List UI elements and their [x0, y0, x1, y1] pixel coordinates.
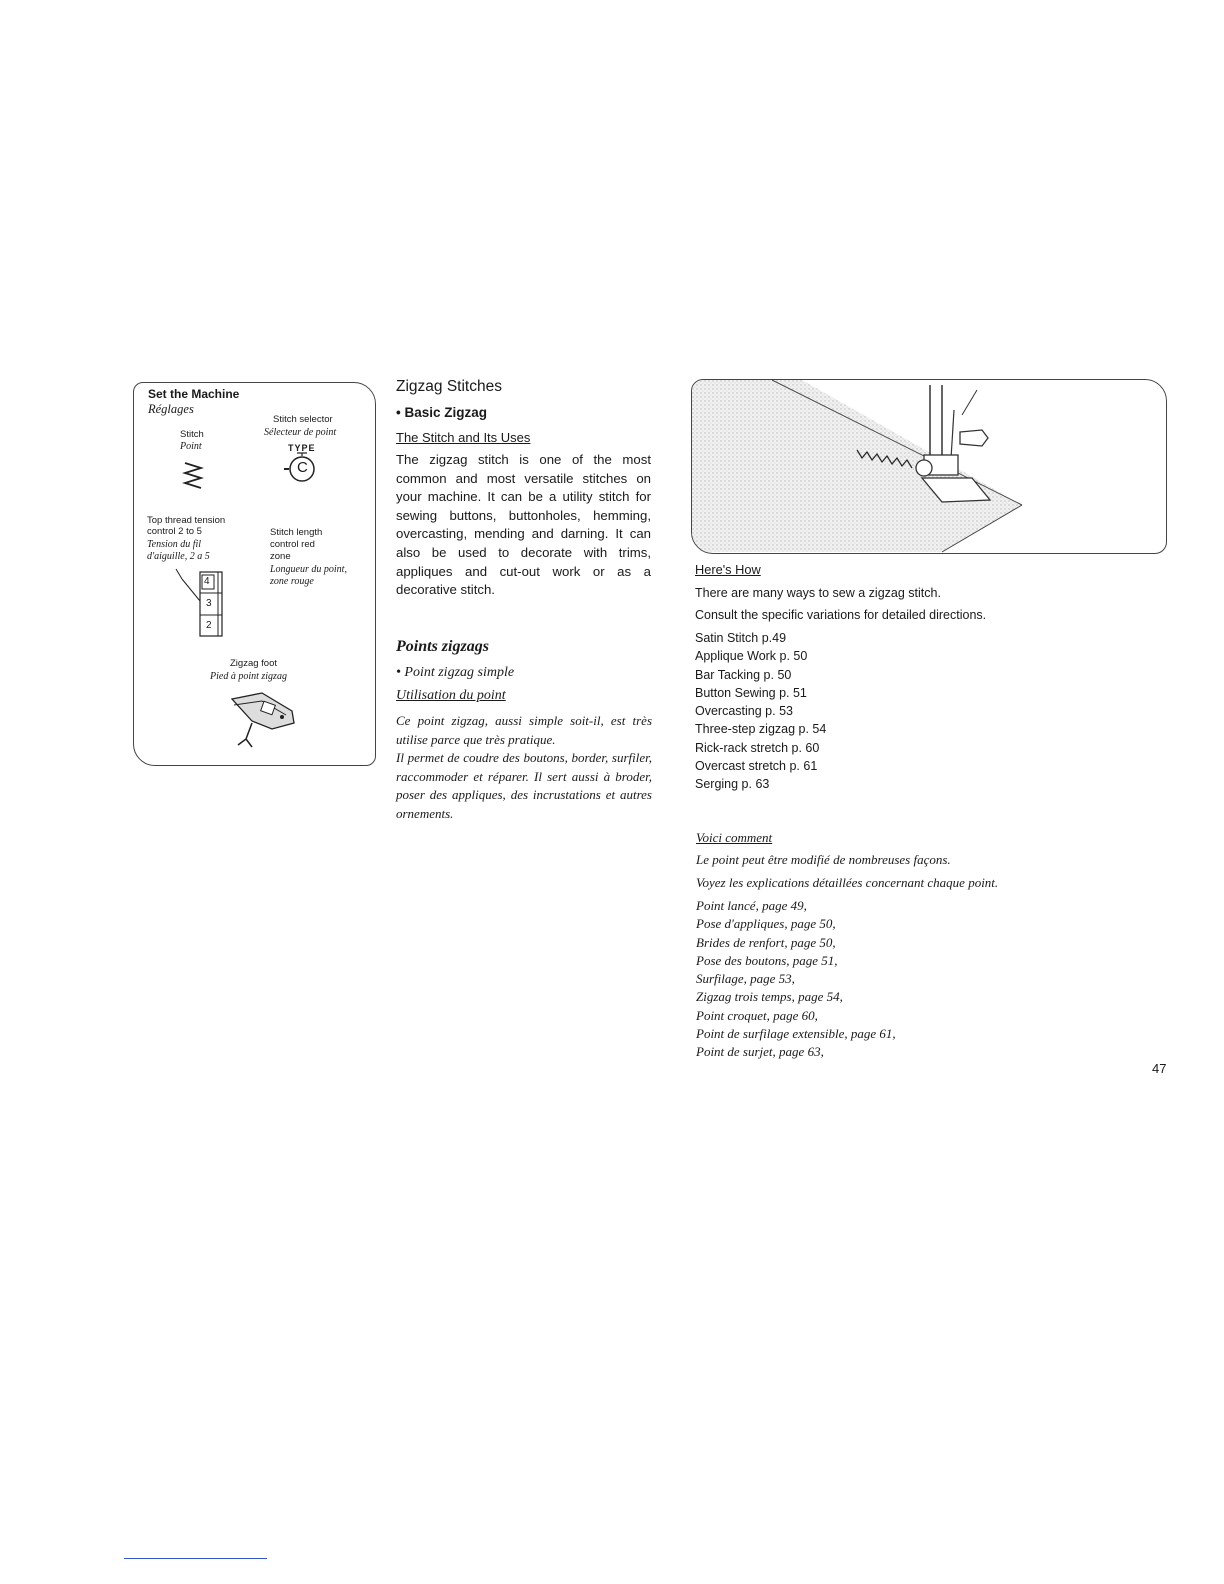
stitch-selector-label-fr: Sélecteur de point [264, 427, 337, 438]
zigzag-stitch-icon [182, 459, 204, 493]
tension-dial-3: 3 [206, 598, 212, 609]
zigzag-foot-label: Zigzag foot [230, 658, 277, 669]
machine-settings-box [133, 382, 376, 766]
stitch-length-label-fr: Longueur du point, [270, 564, 347, 575]
howto-heading: Here's How [695, 562, 761, 577]
list-item: Bar Tacking p. 50 [695, 667, 792, 682]
english-body: The zigzag stitch is one of the most common and most versatile stitches on your machine. It can be a utility stitch for sewing buttons, buttonholes, hemming, overcasting, mending and darning. It can also be used to decorate with trims, appliques and cut-out work or as a decorative stitch. [396, 452, 651, 598]
stitch-length-label-fr-2: zone rouge [270, 576, 314, 587]
tension-label-fr: Tension du fil [147, 539, 202, 550]
type-label: TYPE [288, 443, 316, 453]
presser-foot-fabric-illustration [692, 380, 1166, 553]
page-number: 47 [1152, 1061, 1167, 1076]
zigzag-foot-label-fr: Pied à point zigzag [210, 671, 287, 682]
howto-line-2: Consult the specific variations for detailed directions. [695, 608, 987, 622]
list-item: Satin Stitch p.49 [695, 631, 787, 645]
settings-title-fr: Réglages [148, 402, 194, 416]
french-section-title: Utilisation du point [396, 688, 506, 703]
list-item: Zigzag trois temps, page 54, [696, 989, 843, 1005]
french-heading: Points zigzags [396, 638, 489, 655]
list-item: Point lancé, page 49, [696, 898, 807, 913]
english-subheading: • Basic Zigzag [396, 405, 487, 420]
list-item: Button Sewing p. 51 [695, 685, 807, 700]
tension-label-2: control 2 to 5 [147, 526, 202, 537]
settings-title: Set the Machine [148, 387, 240, 401]
list-item: Rick-rack stretch p. 60 [695, 740, 820, 755]
list-item: Surfilage, page 53, [696, 971, 795, 987]
list-item: Point de surjet, page 63, [696, 1044, 824, 1060]
list-item: Serging p. 63 [695, 777, 770, 792]
list-item: Point croquet, page 60, [696, 1007, 818, 1023]
english-section-title: The Stitch and Its Uses [396, 430, 531, 445]
stitch-selector-label: Stitch selector [273, 414, 333, 425]
tension-dial-2: 2 [206, 620, 212, 631]
stitch-length-label-2: control red [270, 539, 315, 550]
tension-dial-4: 4 [204, 576, 210, 587]
footer-rule [124, 1558, 267, 1559]
type-value: C [297, 459, 308, 476]
zigzag-foot-icon [222, 687, 304, 757]
howto-fr-line-1: Le point peut être modifié de nombreuses façons. [696, 852, 951, 867]
list-item: Applique Work p. 50 [695, 649, 808, 664]
list-item: Overcast stretch p. 61 [695, 759, 818, 774]
stitch-label-fr: Point [180, 441, 202, 452]
howto-fr-heading: Voici comment [696, 830, 773, 845]
list-item: Brides de renfort, page 50, [696, 934, 836, 950]
french-body-1: Ce point zigzag, aussi simple soit-il, est très utilise parce que très pratique. [396, 713, 652, 747]
tension-label: Top thread tension [147, 515, 226, 526]
sewing-illustration [691, 379, 1167, 554]
french-subheading: • Point zigzag simple [396, 665, 515, 680]
stitch-length-label: Stitch length [270, 527, 323, 538]
list-item: Point de surfilage extensible, page 61, [696, 1026, 896, 1042]
stitch-label: Stitch [180, 429, 204, 440]
french-body-2: Il permet de coudre des boutons, border, surfiler, raccommoder et réparer. Il sert aussi à broder, poser des appliques, des incrustations et autres ornements. [396, 750, 652, 821]
tension-label-fr-2: d'aiguille, 2 a 5 [147, 551, 210, 562]
list-item: Pose des boutons, page 51, [696, 952, 838, 968]
list-item: Overcasting p. 53 [695, 704, 793, 719]
howto-fr-line-2: Voyez les explications détaillées concernant chaque point. [696, 875, 999, 890]
howto-list [695, 629, 826, 794]
list-item: Pose d'appliques, page 50, [696, 916, 836, 932]
english-heading: Zigzag Stitches [396, 378, 502, 395]
stitch-length-label-3: zone [270, 551, 291, 562]
howto-line-1: There are many ways to sew a zigzag stitch. [695, 586, 941, 600]
howto-fr-list [696, 897, 896, 1062]
list-item: Three-step zigzag p. 54 [695, 722, 827, 737]
